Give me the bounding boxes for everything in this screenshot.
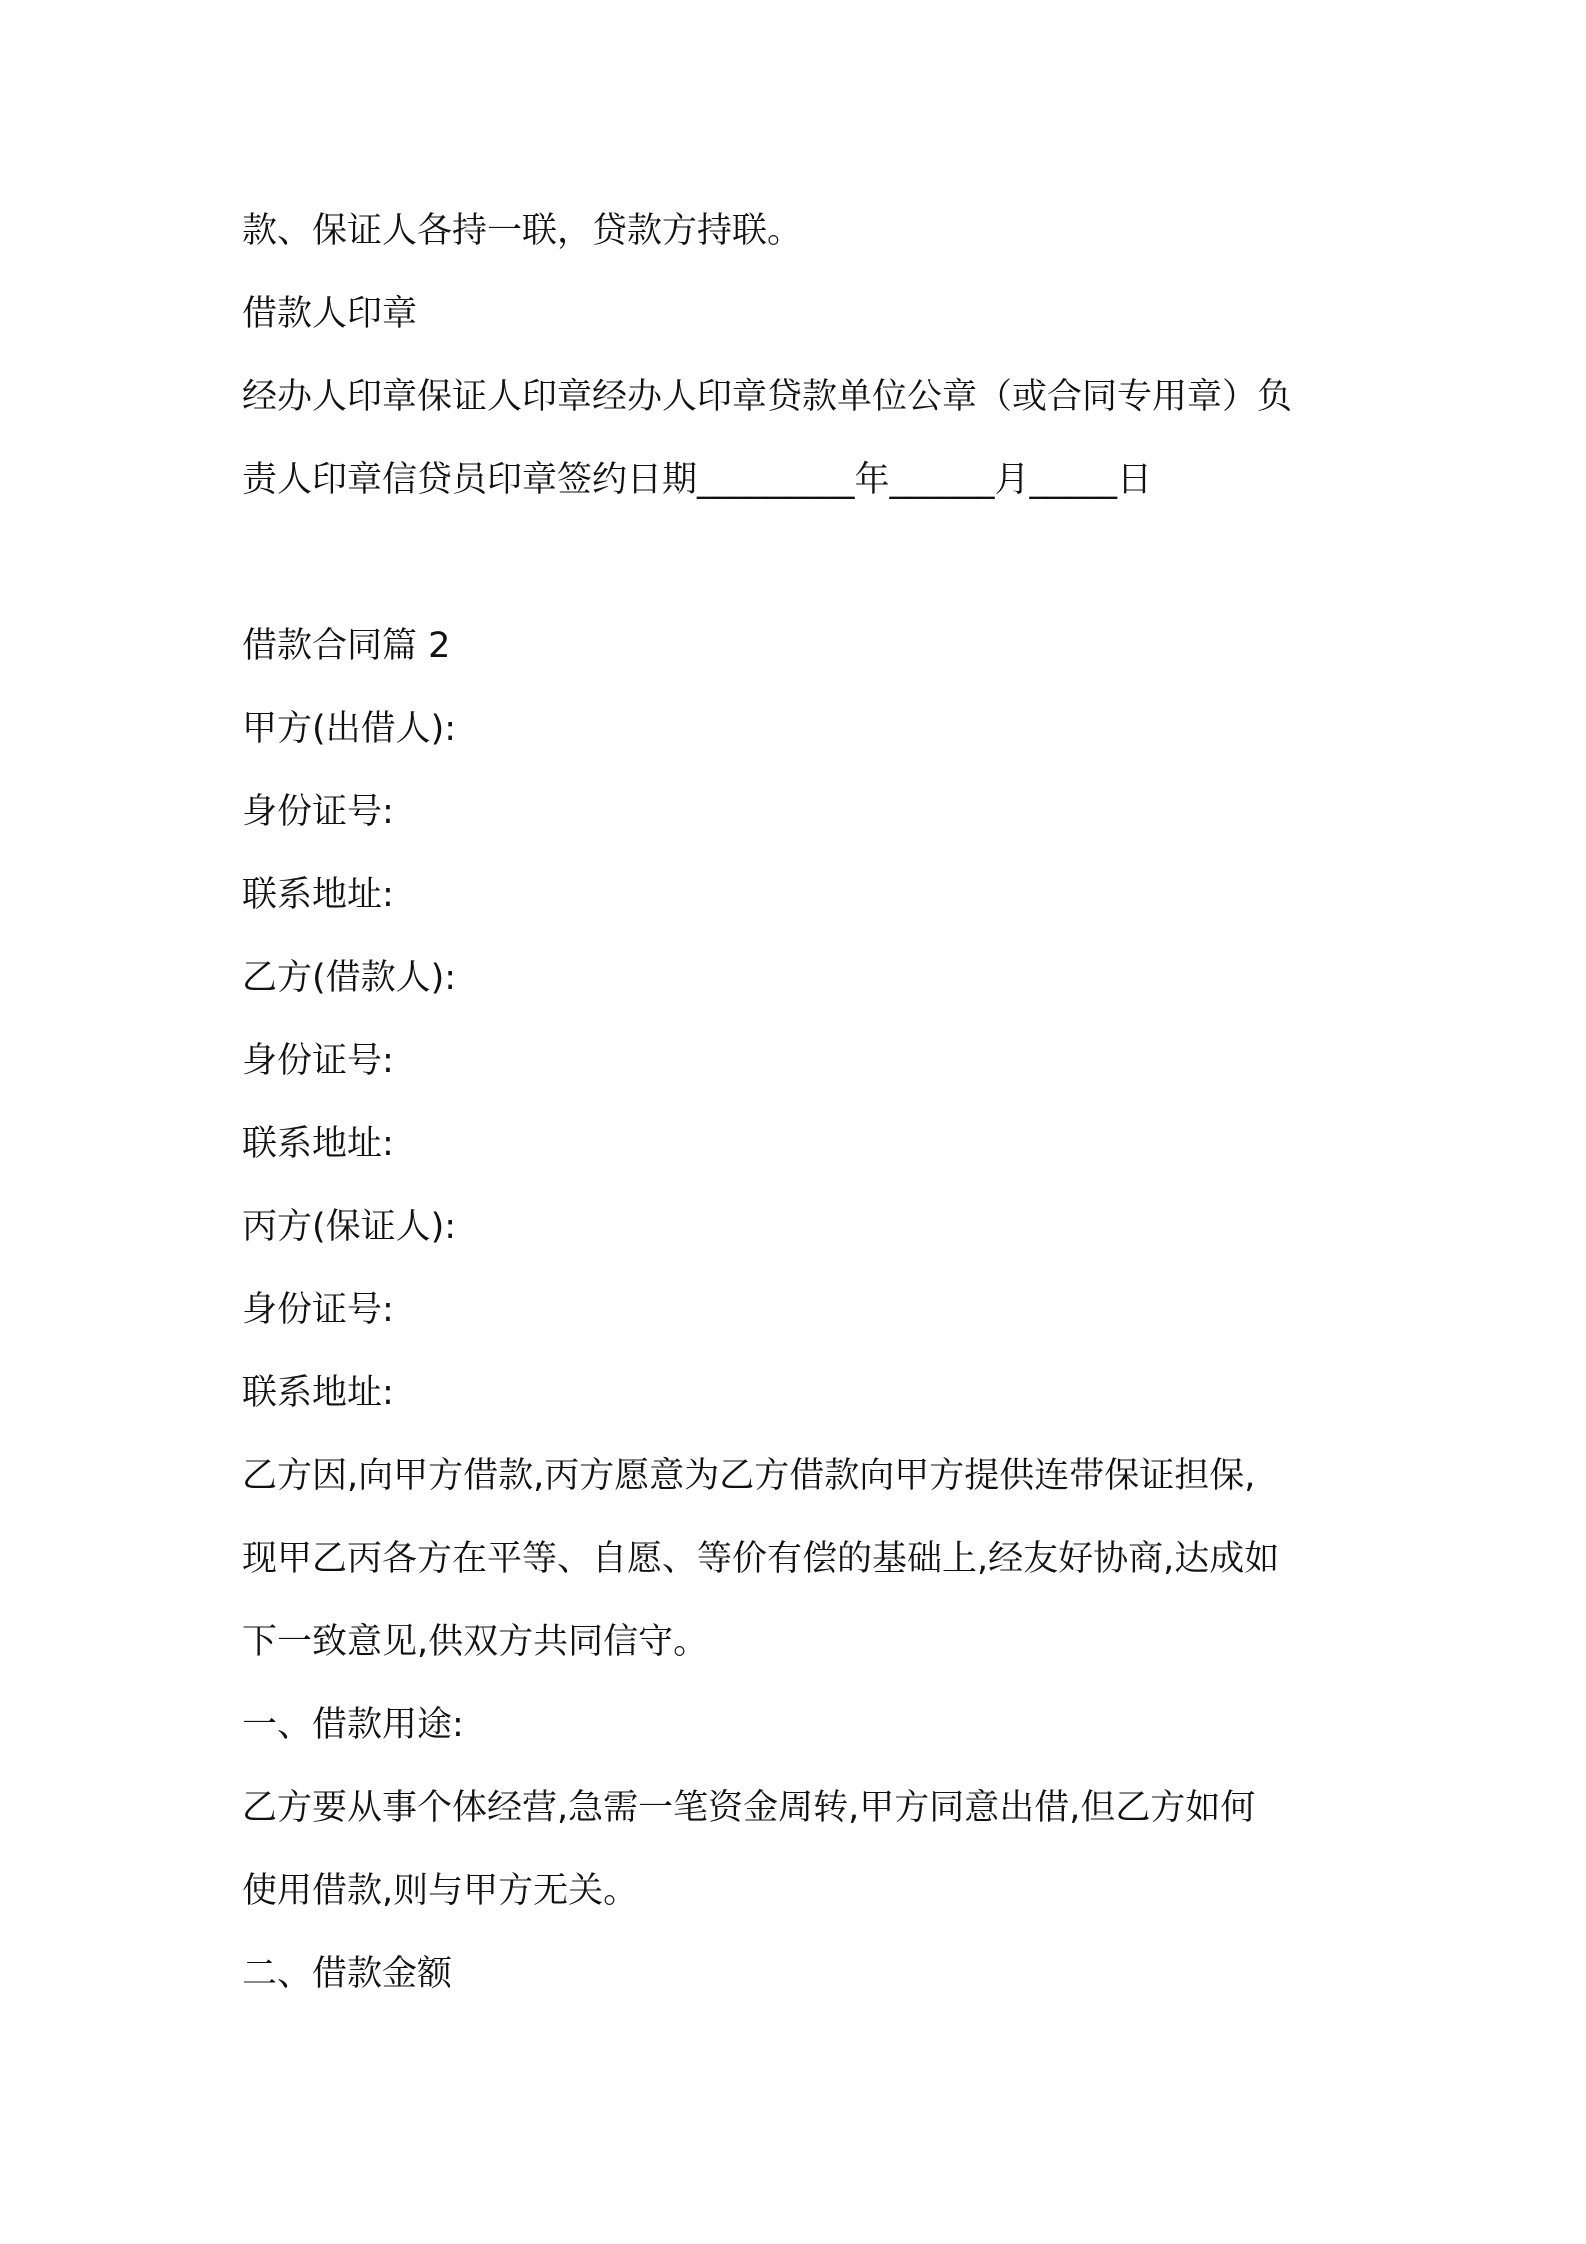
party-a-label: 甲方(出借人):: [242, 709, 457, 749]
section-1-line-2: 使用借款,则与甲方无关。: [242, 1871, 639, 1911]
signatures-line-1: 经办人印章保证人印章经办人印章贷款单位公章（或合同专用章）负: [242, 377, 1293, 417]
party-c-id-label: 身份证号:: [242, 1290, 394, 1330]
party-c-label: 丙方(保证人):: [242, 1207, 457, 1247]
party-c-address-label: 联系地址:: [242, 1373, 394, 1413]
party-b-id-label: 身份证号:: [242, 1041, 394, 1081]
preamble-line-3: 下一致意见,供双方共同信守。: [242, 1622, 709, 1662]
signatures-line-2: 责人印章信贷员印章签约日期_________年______月_____日: [242, 460, 1153, 500]
borrower-seal-line: 借款人印章: [242, 294, 418, 334]
party-a-id-label: 身份证号:: [242, 792, 394, 832]
party-b-label: 乙方(借款人):: [242, 958, 457, 998]
preamble-line-1: 乙方因,向甲方借款,丙方愿意为乙方借款向甲方提供连带保证担保,: [242, 1456, 1256, 1496]
section-1-heading: 一、借款用途:: [242, 1705, 464, 1745]
party-b-address-label: 联系地址:: [242, 1124, 394, 1164]
section-2-heading: 二、借款金额: [242, 1954, 453, 1994]
previous-contract-tail: [242, 190, 1362, 522]
copies-line: 款、保证人各持一联，贷款方持联。: [242, 211, 803, 251]
party-a-address-label: 联系地址:: [242, 875, 394, 915]
contract-2-section: [242, 605, 1362, 2016]
contract-2-title: 借款合同篇 2: [242, 626, 451, 666]
section-1-line-1: 乙方要从事个体经营,急需一笔资金周转,甲方同意出借,但乙方如何: [242, 1788, 1256, 1828]
preamble-line-2: 现甲乙丙各方在平等、自愿、等价有偿的基础上,经友好协商,达成如: [242, 1539, 1280, 1579]
